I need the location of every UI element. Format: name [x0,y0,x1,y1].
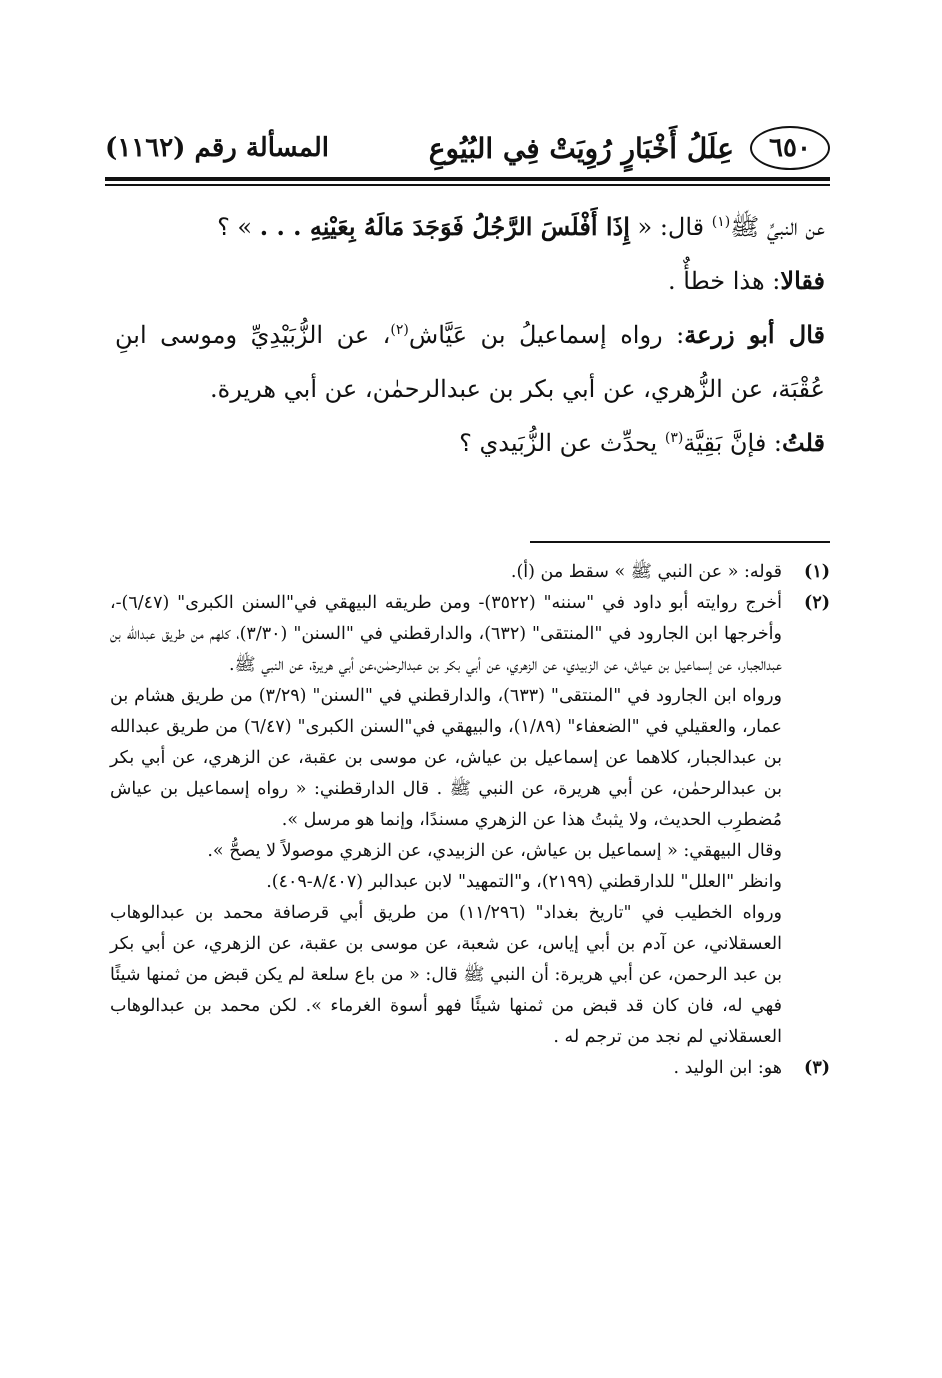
p3-text-b: ، عن الزُّبَيْدِيِّ وموسى ابنِ عُقْبَة، عن الزُّهري، عن أبي بكر بن عبدالرحمٰن، عن أبي هريرة. [115,321,825,403]
p2-label: فقالا [780,266,825,295]
main-text [115,200,825,470]
footnote-2 [110,588,830,1053]
footnote-ref-1: (١) [711,214,731,230]
p1-prefix: عن النبيِّ ﷺ [730,213,825,241]
footnote-line: وانظر "العلل" للدارقطني (٢١٩٩)، و"التمهيد" لابن عبدالبر (٨/٤٠٧-٤٠٩). [266,872,782,892]
main-paragraph-2 [115,254,825,308]
header-rule-thin [105,184,830,186]
footnote-3 [110,1053,830,1084]
p4-label: قلتُ [782,428,825,457]
page-header [105,120,830,176]
page-number: ٦٥٠ [750,126,830,170]
footnote-separator [530,541,830,543]
footnote-line: ورواه ابن الجارود في "المنتقى" (٦٣٣)، والدارقطني في "السنن" (٣/٢٩) من طريق هشام بن عمار، والعقيلي في "الضعفاء" (١/٨٩)، والبيهقي في"السنن الكبرى" (٦/٤٧) من طريق عبدالله بن عبدالجبار، كلاهما عن إسماعيل بن عياش، عن موسى بن عقبة، عن الزهري، عن أبي بكر بن عبدالرحمٰن، عن أبي هريرة، عن النبي ﷺ . قال الدارقطني: « رواه إسماعيل بن عياش مُضطرِب الحديث، ولا يثبتُ هذا عن الزهري مسندًا، وإنما هو مرسل ». [110,686,783,830]
footnote-line: ورواه الخطيب في "تاريخ بغداد" (١١/٢٩٦) من طريق أبي قرصافة محمد بن عبدالوهاب العسقلاني، عن آدم بن أبي إياس، عن شعبة، عن موسى بن عقبة، عن الزهري، عن أبي بكر بن عبد الرحمن، عن أبي هريرة: أن النبي ﷺ قال: « من باع سلعة لم يكن قبض من ثمنها شيئًا فهي له، فان كان قد قبض من ثمنها شيئًا فهو أسوة الغرماء ». لكن محمد بن عبدالوهاب العسقلاني لم نجد من ترجم له . [110,903,782,1047]
p4-text-b: يحدِّث عن الزُّبَيدي ؟ [459,429,665,457]
footnote-line: أخرج روايته أبو داود في "سننه" (٣٥٢٢)- ومن طريقه البيهقي في"السنن الكبرى" (٦/٤٧)-، وأخرجها ابن الجارود في "المنتقى" (٦٣٢)، والدارقطني في "السنن" (٣/٣٠)، كلهم من طريق عبدالله بن عبدالجبار، عن إسماعيل بن عياش، عن الزبيدي، عن الزهري، عن أبي بكر بن عبدالرحمٰن،عن أبي هريرة، عن النبي ﷺ. [110,593,782,675]
footnotes [110,557,830,1084]
footnote-number: (٣) [804,1058,830,1078]
p2-text: : هذا خطأٌ . [668,267,781,295]
header-right-group [429,126,830,170]
hadith-text: إِذَا أَفْلَسَ الرَّجُلُ فَوَجَدَ مَالَهُ بِعَيْنِهِ . . . [259,212,630,241]
issue-number: المسألة رقم (١١٦٢) [105,133,330,163]
footnote-line: هو: ابن الوليد . [673,1058,782,1078]
book-title: عِلَلُ أَخْبَارٍ رُوِيَتْ فِي البُيُوعِ [428,131,734,165]
footnote-body [110,588,782,1053]
p4-text-a: : فإنَّ بَقِيَّة [683,429,783,457]
main-paragraph-1 [115,200,825,254]
footnote-number: (١) [804,562,830,582]
p3-text-a: : رواه إسماعيلُ بن عَيَّاش [408,321,685,349]
footnote-1 [110,557,830,588]
footnote-ref-3: (٣) [664,430,684,446]
footnote-line: قوله: « عن النبي ﷺ » سقط من (أ). [510,562,782,582]
footnote-line: وقال البيهقي: « إسماعيل بن عياش، عن الزبيدي، عن الزهري موصولاً لا يصحُّ ». [207,841,782,861]
p1-suffix: » ؟ [217,213,260,241]
footnote-body [110,1053,782,1084]
main-paragraph-4 [115,416,825,470]
footnote-number: (٢) [804,593,830,613]
footnote-body [110,557,782,588]
footnote-ref-2: (٢) [390,322,409,338]
p1-said: قال: « [629,213,712,241]
header-rule-thick [105,177,830,181]
p3-label: قال أبو زرعة [684,320,825,349]
main-paragraph-3 [115,308,825,416]
